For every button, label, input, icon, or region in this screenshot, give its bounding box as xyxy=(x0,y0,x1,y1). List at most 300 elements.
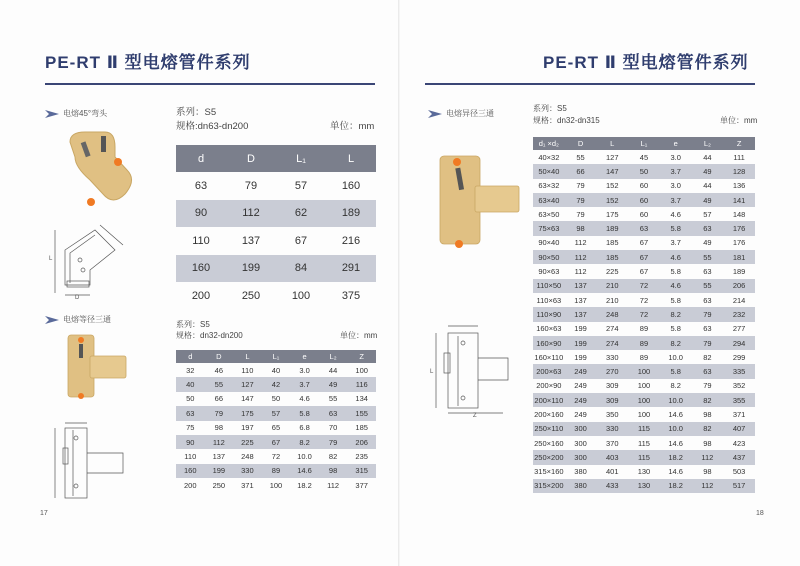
column-header: L₁ xyxy=(276,145,326,172)
table-cell: 249 xyxy=(565,393,597,407)
table-cell: 189 xyxy=(326,200,376,228)
column-header: L₁ xyxy=(628,137,660,150)
table-cell: 248 xyxy=(596,307,628,321)
table-cell: 10.0 xyxy=(668,352,683,362)
equal-tee-table xyxy=(176,350,376,493)
table-cell: 5.8 xyxy=(660,221,692,235)
table-cell: 110 xyxy=(184,452,197,462)
table-cell: 45 xyxy=(639,152,649,162)
table-row xyxy=(533,221,755,235)
column-header: d xyxy=(176,145,226,172)
table-cell: 70 xyxy=(328,423,338,433)
table-cell: 10.0 xyxy=(660,393,692,407)
table-row xyxy=(533,279,755,293)
table-cell: 250 xyxy=(212,480,226,490)
table-cell: 112 xyxy=(692,450,724,464)
page-title: PE-RT Ⅱ 型电熔管件系列 xyxy=(45,53,251,72)
table-cell: 100 xyxy=(355,365,368,375)
table-cell: 110×50 xyxy=(533,279,565,293)
table-cell: 130 xyxy=(628,479,660,493)
table-cell: 110×63 xyxy=(536,295,562,305)
table-cell: 63×40 xyxy=(533,193,565,207)
table-cell: 79 xyxy=(576,181,585,191)
table-row xyxy=(176,227,376,255)
table-cell: 210 xyxy=(596,279,628,293)
table-cell: 250×200 xyxy=(533,450,565,464)
table-row xyxy=(533,307,755,321)
table-cell: 100 xyxy=(637,381,651,391)
table-cell: 249 xyxy=(574,381,587,391)
table-cell: 10.0 xyxy=(660,422,692,436)
table-cell: 277 xyxy=(732,324,746,334)
table-cell: 98 xyxy=(565,221,597,235)
table-cell: 137 xyxy=(565,307,597,321)
table-cell: 250 xyxy=(241,289,261,302)
table-cell: 5.8 xyxy=(670,295,681,305)
table-cell: 232 xyxy=(723,307,755,321)
table-cell: 112 xyxy=(565,250,597,264)
table-cell: 147 xyxy=(596,164,628,178)
table-cell: 60 xyxy=(639,209,649,219)
table-cell: 72 xyxy=(639,295,649,305)
table-cell: 14.6 xyxy=(668,438,683,448)
table-cell: 18.2 xyxy=(660,479,692,493)
table-cell: 330 xyxy=(233,464,262,478)
table-row xyxy=(533,407,755,421)
title-rule xyxy=(45,83,375,85)
table-cell: 141 xyxy=(723,193,755,207)
table-cell: 274 xyxy=(596,336,628,350)
table-cell: 300 xyxy=(565,450,597,464)
table-cell: 115 xyxy=(628,450,660,464)
series-text: 系列：S5 xyxy=(533,104,567,113)
table-row xyxy=(176,435,376,449)
table-cell: 148 xyxy=(732,209,746,219)
table-cell: 110×90 xyxy=(533,307,565,321)
table-row xyxy=(176,464,376,478)
table-cell: 79 xyxy=(692,336,724,350)
column-header: d xyxy=(176,350,205,363)
table-row xyxy=(533,436,755,450)
table-cell: 199 xyxy=(565,336,597,350)
reducing-tee-table xyxy=(533,137,755,493)
table-cell: 112 xyxy=(205,435,234,449)
table-cell: 128 xyxy=(723,164,755,178)
table-cell: 199 xyxy=(574,324,587,334)
table-cell: 3.0 xyxy=(299,365,310,375)
table-cell: 60 xyxy=(639,181,649,191)
table-cell: 100 xyxy=(628,364,660,378)
table-cell: 75 xyxy=(186,423,195,433)
table-cell: 249 xyxy=(574,409,587,419)
table-cell: 216 xyxy=(341,234,361,247)
table-cell: 315×160 xyxy=(534,467,564,477)
svg-text:D: D xyxy=(75,295,80,300)
table-cell: 5.8 xyxy=(670,267,681,277)
table-row xyxy=(533,364,755,378)
column-header: L xyxy=(596,137,628,150)
table-cell: 55 xyxy=(692,250,724,264)
table-row xyxy=(533,207,755,221)
table-cell: 49 xyxy=(692,193,724,207)
table-cell: 377 xyxy=(355,480,368,490)
series-text: 系列：S5 xyxy=(176,107,217,118)
table-cell: 116 xyxy=(347,377,376,391)
table-row xyxy=(533,379,755,393)
table-cell: 291 xyxy=(326,255,376,283)
table-cell: 248 xyxy=(241,452,254,462)
table-cell: 82 xyxy=(328,452,338,462)
table-cell: 100 xyxy=(269,480,283,490)
table-cell: 503 xyxy=(732,467,746,477)
table-cell: 137 xyxy=(241,234,261,247)
table-cell: 137 xyxy=(574,295,587,305)
table-cell: 50×40 xyxy=(533,164,565,178)
table-cell: 67 xyxy=(294,234,308,247)
table-cell: 67 xyxy=(639,238,649,248)
table-cell: 4.6 xyxy=(670,209,681,219)
table-cell: 63 xyxy=(176,406,205,420)
table-cell: 137 xyxy=(565,279,597,293)
table-cell: 371 xyxy=(241,480,254,490)
table-row xyxy=(533,422,755,436)
svg-text:L: L xyxy=(49,256,53,262)
table-cell: 112 xyxy=(692,479,724,493)
table-cell: 55 xyxy=(576,152,585,162)
table-cell: 274 xyxy=(606,324,619,334)
table-cell: 32 xyxy=(186,365,195,375)
table-cell: 89 xyxy=(639,324,649,334)
table-cell: 517 xyxy=(723,479,755,493)
table-cell: 189 xyxy=(596,221,628,235)
table-cell: 315×200 xyxy=(533,479,565,493)
table-cell: 82 xyxy=(692,393,724,407)
unit-text: 单位：mm xyxy=(720,116,758,125)
table-cell: 79 xyxy=(565,193,597,207)
table-cell: 79 xyxy=(576,209,585,219)
table-cell: 200 xyxy=(184,480,197,490)
table-cell: 200 xyxy=(191,289,211,302)
table-cell: 407 xyxy=(723,422,755,436)
table-cell: 57 xyxy=(703,209,712,219)
equal-tee-photo xyxy=(60,330,135,405)
table-cell: 115 xyxy=(637,438,650,448)
table-cell: 72 xyxy=(271,452,281,462)
table-cell: 380 xyxy=(574,467,587,477)
table-cell: 175 xyxy=(233,406,262,420)
table-cell: 185 xyxy=(355,423,368,433)
arrow-icon xyxy=(428,110,442,118)
table-cell: 40 xyxy=(271,365,281,375)
table-cell: 206 xyxy=(347,435,376,449)
table-cell: 5.8 xyxy=(290,406,319,420)
table-cell: 89 xyxy=(262,464,291,478)
table-cell: 315 xyxy=(347,464,376,478)
table-cell: 82 xyxy=(703,352,712,362)
column-header: L₂ xyxy=(692,137,724,150)
column-header: D xyxy=(226,145,276,172)
table-cell: 355 xyxy=(723,393,755,407)
table-cell: 98 xyxy=(319,464,348,478)
equal-tee-drawing xyxy=(45,418,135,503)
table-row xyxy=(176,449,376,463)
table-cell: 98 xyxy=(214,423,224,433)
table-cell: 199 xyxy=(205,464,234,478)
table-cell: 371 xyxy=(732,409,746,419)
table-row xyxy=(533,350,755,364)
table-cell: 63×50 xyxy=(538,209,560,219)
table-cell: 67 xyxy=(639,267,649,277)
table-cell: 63 xyxy=(692,221,724,235)
table-cell: 8.2 xyxy=(660,336,692,350)
table-cell: 63 xyxy=(194,179,208,192)
table-cell: 200×160 xyxy=(534,409,564,419)
table-cell: 5.8 xyxy=(660,364,692,378)
table-cell: 176 xyxy=(732,238,746,248)
unit-text: 单位：mm xyxy=(340,331,378,340)
table-cell: 160×63 xyxy=(536,324,562,334)
table-cell: 6.8 xyxy=(299,423,310,433)
table-cell: 42 xyxy=(262,377,291,391)
table-cell: 127 xyxy=(606,152,619,162)
column-header: D xyxy=(205,350,234,363)
table-cell: 433 xyxy=(596,479,628,493)
table-cell: 437 xyxy=(723,450,755,464)
table-cell: 270 xyxy=(596,364,628,378)
reducing-tee-photo xyxy=(435,148,525,253)
table-cell: 160 xyxy=(176,464,205,478)
table-cell: 152 xyxy=(606,181,619,191)
table-cell: 90 xyxy=(176,200,226,228)
table-cell: 3.7 xyxy=(660,193,692,207)
table-cell: 46 xyxy=(214,365,224,375)
table-cell: 160 xyxy=(176,255,226,283)
table-cell: 350 xyxy=(606,409,619,419)
table-cell: 79 xyxy=(244,179,258,192)
table-cell: 375 xyxy=(341,289,361,302)
table-row xyxy=(176,200,376,228)
table-cell: 110 xyxy=(192,234,210,247)
table-row xyxy=(176,406,376,420)
table-cell: 380 xyxy=(565,479,597,493)
svg-text:L: L xyxy=(430,369,434,375)
table-cell: 57 xyxy=(262,406,291,420)
table-cell: 3.0 xyxy=(670,152,681,162)
table-cell: 89 xyxy=(639,352,649,362)
table-cell: 82 xyxy=(692,422,724,436)
table-cell: 63 xyxy=(628,221,660,235)
table-cell: 3.7 xyxy=(670,238,681,248)
table-row xyxy=(176,421,376,435)
table-cell: 309 xyxy=(596,393,628,407)
table-cell: 200×110 xyxy=(533,393,565,407)
table-row xyxy=(533,164,755,178)
title-rule xyxy=(425,83,755,85)
table-row xyxy=(533,264,755,278)
table-cell: 4.6 xyxy=(299,394,310,404)
table-row xyxy=(533,479,755,493)
table-cell: 50 xyxy=(271,394,281,404)
column-header: L xyxy=(233,350,262,363)
table-cell: 176 xyxy=(723,221,755,235)
page-title: PE-RT Ⅱ 型电熔管件系列 xyxy=(543,53,749,72)
table-cell: 210 xyxy=(606,295,619,305)
table-cell: 175 xyxy=(606,209,619,219)
page-number: 17 xyxy=(40,510,48,517)
table-cell: 214 xyxy=(732,295,746,305)
table-row xyxy=(176,363,376,377)
table-row xyxy=(533,293,755,307)
table-row xyxy=(176,282,376,310)
table-cell: 136 xyxy=(732,181,746,191)
table-cell: 63×32 xyxy=(538,181,560,191)
column-header: e xyxy=(660,137,692,150)
table-cell: 90×40 xyxy=(538,238,560,248)
column-header: L₁ xyxy=(262,350,291,363)
page-number: 18 xyxy=(756,510,764,517)
table-cell: 14.6 xyxy=(668,409,683,419)
table-cell: 115 xyxy=(628,422,660,436)
table-cell: 4.6 xyxy=(660,279,692,293)
table-cell: 60 xyxy=(628,193,660,207)
table-cell: 79 xyxy=(205,406,234,420)
table-cell: 90 xyxy=(176,435,205,449)
table-cell: 8.2 xyxy=(670,381,681,391)
table-cell: 55 xyxy=(328,394,338,404)
table-cell: 90×50 xyxy=(533,250,565,264)
table-cell: 127 xyxy=(233,377,262,391)
table-cell: 401 xyxy=(606,467,619,477)
table-cell: 4.6 xyxy=(660,250,692,264)
section-label-equal-tee: 电熔等径三通 xyxy=(45,314,111,325)
column-header: e xyxy=(290,350,319,363)
table-cell: 14.6 xyxy=(290,464,319,478)
table-cell: 250×110 xyxy=(533,422,565,436)
table-cell: 197 xyxy=(241,423,254,433)
table-cell: 152 xyxy=(596,193,628,207)
table-cell: 72 xyxy=(628,279,660,293)
table-cell: 66 xyxy=(565,164,597,178)
table-cell: 185 xyxy=(606,238,619,248)
table-cell: 84 xyxy=(276,255,326,283)
table-cell: 8.2 xyxy=(290,435,319,449)
column-header: Z xyxy=(723,137,755,150)
table-cell: 44 xyxy=(703,152,712,162)
table-cell: 79 xyxy=(319,435,348,449)
table-cell: 18.2 xyxy=(660,450,692,464)
table-cell: 225 xyxy=(233,435,262,449)
table-cell: 62 xyxy=(276,200,326,228)
table-cell: 3.0 xyxy=(670,181,681,191)
table-cell: 63 xyxy=(319,406,348,420)
table-cell: 57 xyxy=(294,179,308,192)
table-cell: 55 xyxy=(205,377,234,391)
table-cell: 147 xyxy=(241,394,254,404)
table-cell: 160×110 xyxy=(534,352,564,362)
column-header: L xyxy=(326,145,376,172)
table-cell: 63 xyxy=(703,295,712,305)
table-cell: 5.8 xyxy=(670,324,681,334)
table-row xyxy=(176,255,376,283)
table-cell: 403 xyxy=(596,450,628,464)
table-row xyxy=(176,478,376,492)
unit-text: 单位：mm xyxy=(330,121,375,132)
table-cell: 199 xyxy=(226,255,276,283)
table-row xyxy=(533,336,755,350)
table-cell: 225 xyxy=(606,267,619,277)
table-row xyxy=(533,150,755,164)
table-cell: 206 xyxy=(723,279,755,293)
table-cell: 49 xyxy=(703,238,712,248)
table-row xyxy=(176,392,376,406)
table-cell: 98 xyxy=(703,409,712,419)
section-label-reducing-tee: 电熔异径三通 xyxy=(428,108,494,119)
spec-text: 规格:dn63-dn200 xyxy=(176,121,249,132)
table-row xyxy=(533,193,755,207)
table-cell: 3.7 xyxy=(290,377,319,391)
column-header: Z xyxy=(347,350,376,363)
table-cell: 189 xyxy=(732,267,746,277)
series-text: 系列：S5 xyxy=(176,320,210,329)
table-cell: 134 xyxy=(355,394,368,404)
table-cell: 79 xyxy=(703,381,712,391)
table-cell: 50 xyxy=(628,164,660,178)
table-cell: 370 xyxy=(606,438,619,448)
spec-text: 规格：dn32-dn315 xyxy=(533,116,600,125)
table-cell: 90×63 xyxy=(538,267,560,277)
table-cell: 200×63 xyxy=(533,364,565,378)
table-cell: 249 xyxy=(565,364,597,378)
table-cell: 98 xyxy=(703,467,712,477)
table-cell: 160 xyxy=(341,179,361,192)
table-cell: 130 xyxy=(637,467,651,477)
table-cell: 112 xyxy=(327,480,340,490)
table-cell: 199 xyxy=(574,352,587,362)
table-cell: 49 xyxy=(319,377,348,391)
table-row xyxy=(533,450,755,464)
table-cell: 309 xyxy=(606,381,619,391)
table-cell: 100 xyxy=(291,289,311,302)
table-cell: 100 xyxy=(637,409,651,419)
table-cell: 40 xyxy=(176,377,205,391)
table-cell: 112 xyxy=(574,267,587,277)
table-cell: 40×32 xyxy=(538,152,560,162)
table-cell: 100 xyxy=(628,393,660,407)
table-cell: 250×160 xyxy=(534,438,564,448)
table-cell: 423 xyxy=(732,438,746,448)
column-header: L₂ xyxy=(319,350,348,363)
column-header: d₁ ×d₂ xyxy=(533,137,565,150)
table-cell: 67 xyxy=(262,435,291,449)
elbow-drawing xyxy=(45,215,135,300)
elbow-photo xyxy=(55,122,145,212)
elbow-table xyxy=(176,145,376,310)
table-cell: 335 xyxy=(723,364,755,378)
table-row xyxy=(533,179,755,193)
table-cell: 111 xyxy=(733,152,745,162)
table-cell: 75×63 xyxy=(533,221,565,235)
svg-text:Z: Z xyxy=(473,413,477,418)
table-cell: 330 xyxy=(596,422,628,436)
table-cell: 112 xyxy=(574,238,587,248)
table-cell: 352 xyxy=(732,381,746,391)
table-row xyxy=(533,250,755,264)
table-cell: 10.0 xyxy=(297,452,312,462)
table-row xyxy=(176,172,376,200)
table-cell: 8.2 xyxy=(660,307,692,321)
table-cell: 89 xyxy=(628,336,660,350)
table-cell: 110 xyxy=(241,365,254,375)
